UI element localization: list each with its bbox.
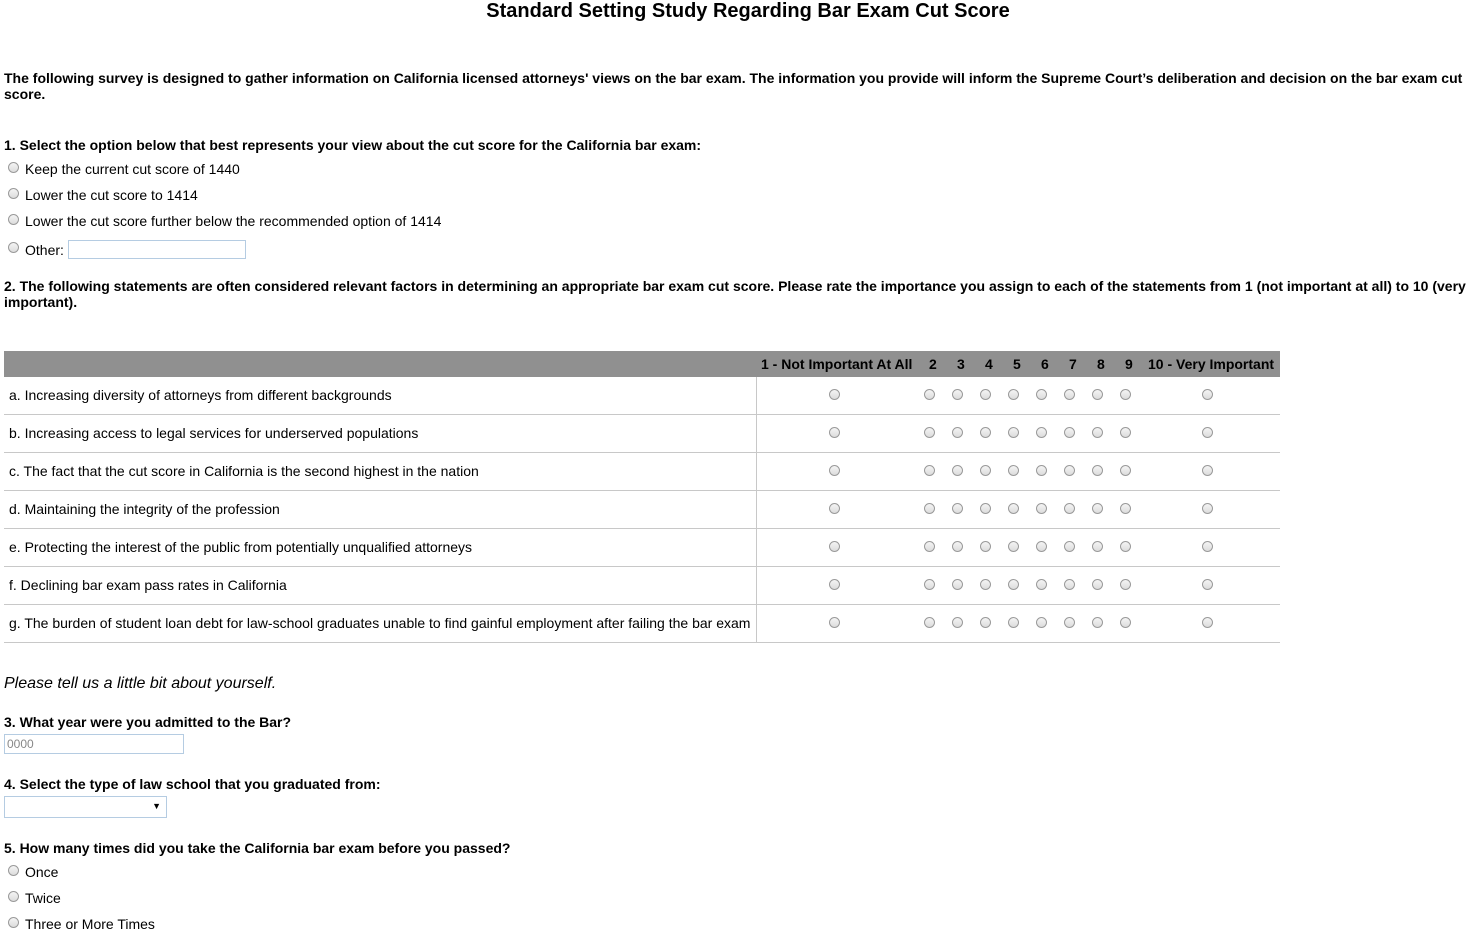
q1-option-lower-further[interactable] xyxy=(8,213,441,229)
radio-button[interactable] xyxy=(8,891,19,902)
rating-radio-2[interactable] xyxy=(924,541,935,552)
other-text-input[interactable] xyxy=(68,240,246,259)
statement-label: c. The fact that the cut score in California is the second highest in the nation xyxy=(9,463,479,479)
radio-button[interactable] xyxy=(8,214,19,225)
matrix-row xyxy=(4,491,1280,529)
matrix-rows xyxy=(4,377,1280,643)
question-4-label: 4. Select the type of law school that you graduated from: xyxy=(4,776,381,792)
scale-label: 8 xyxy=(1097,356,1105,372)
scale-label: 1 - Not Important At All xyxy=(761,356,913,372)
rating-radio-7[interactable] xyxy=(1064,617,1075,628)
rating-radio-6[interactable] xyxy=(1036,389,1047,400)
rating-radio-9[interactable] xyxy=(1120,465,1131,476)
matrix-row xyxy=(4,453,1280,491)
rating-radio-1[interactable] xyxy=(829,389,840,400)
radio-button[interactable] xyxy=(8,188,19,199)
rating-radio-7[interactable] xyxy=(1064,465,1075,476)
dropdown-arrow-icon: ▼ xyxy=(152,801,161,811)
rating-radio-6[interactable] xyxy=(1036,465,1047,476)
rating-radio-9[interactable] xyxy=(1120,389,1131,400)
option-label: Once xyxy=(25,864,59,880)
scale-label: 9 xyxy=(1125,356,1133,372)
law-school-type-select[interactable] xyxy=(4,796,167,818)
rating-radio-4[interactable] xyxy=(980,389,991,400)
rating-radio-2[interactable] xyxy=(924,427,935,438)
rating-radio-8[interactable] xyxy=(1092,503,1103,514)
rating-radio-7[interactable] xyxy=(1064,541,1075,552)
statement-label: a. Increasing diversity of attorneys from different backgrounds xyxy=(9,387,392,403)
option-label: Twice xyxy=(25,890,61,906)
rating-radio-1[interactable] xyxy=(829,617,840,628)
rating-matrix xyxy=(4,351,1280,643)
q1-option-lower[interactable] xyxy=(8,187,198,203)
scale-label: 2 xyxy=(929,356,937,372)
statement-label: d. Maintaining the integrity of the profession xyxy=(9,501,280,517)
rating-radio-10[interactable] xyxy=(1202,579,1213,590)
q5-option-once[interactable] xyxy=(8,864,58,880)
rating-radio-3[interactable] xyxy=(952,427,963,438)
matrix-row xyxy=(4,377,1280,415)
scale-label: 4 xyxy=(985,356,993,372)
scale-label: 7 xyxy=(1069,356,1077,372)
scale-label: 5 xyxy=(1013,356,1021,372)
option-label: Keep the current cut score of 1440 xyxy=(25,161,240,177)
option-label: Lower the cut score further below the recommended option of 1414 xyxy=(25,213,442,229)
rating-radio-2[interactable] xyxy=(924,579,935,590)
statement-label: e. Protecting the interest of the public from potentially unqualified attorneys xyxy=(9,539,473,555)
rating-radio-5[interactable] xyxy=(1008,541,1019,552)
column-divider xyxy=(756,491,757,528)
rating-radio-2[interactable] xyxy=(924,465,935,476)
rating-radio-7[interactable] xyxy=(1064,427,1075,438)
rating-radio-1[interactable] xyxy=(829,427,840,438)
rating-radio-3[interactable] xyxy=(952,541,963,552)
rating-radio-3[interactable] xyxy=(952,503,963,514)
column-divider xyxy=(756,453,757,490)
about-yourself-heading: Please tell us a little bit about yourself. xyxy=(4,675,277,692)
statement-label: f. Declining bar exam pass rates in California xyxy=(9,577,287,593)
rating-radio-9[interactable] xyxy=(1120,427,1131,438)
radio-button[interactable] xyxy=(8,242,19,253)
rating-radio-9[interactable] xyxy=(1120,617,1131,628)
rating-radio-6[interactable] xyxy=(1036,541,1047,552)
rating-radio-6[interactable] xyxy=(1036,427,1047,438)
q5-option-three-or-more[interactable] xyxy=(8,916,155,932)
rating-radio-5[interactable] xyxy=(1008,503,1019,514)
radio-button[interactable] xyxy=(8,162,19,173)
option-label: Other: xyxy=(25,241,64,258)
matrix-row xyxy=(4,415,1280,453)
statement-label: g. The burden of student loan debt for law-school graduates unable to find gainful employment after failing the bar exam xyxy=(9,615,751,631)
scale-label: 10 - Very Important xyxy=(1148,356,1275,372)
rating-radio-3[interactable] xyxy=(952,617,963,628)
column-divider xyxy=(756,567,757,604)
question-2-label: 2. The following statements are often considered relevant factors in determining an appropriate bar exam cut score. Please rate the importance you assign to each of the statements from 1 (not important at all) to 10 (very important). xyxy=(4,278,1466,310)
rating-radio-3[interactable] xyxy=(952,579,963,590)
rating-radio-6[interactable] xyxy=(1036,503,1047,514)
column-divider xyxy=(756,377,757,414)
rating-radio-3[interactable] xyxy=(952,389,963,400)
question-1-label: 1. Select the option below that best represents your view about the cut score for the California bar exam: xyxy=(4,137,702,153)
rating-radio-8[interactable] xyxy=(1092,579,1103,590)
rating-radio-7[interactable] xyxy=(1064,503,1075,514)
rating-radio-10[interactable] xyxy=(1202,389,1213,400)
rating-radio-2[interactable] xyxy=(924,389,935,400)
matrix-row xyxy=(4,567,1280,605)
option-label: Three or More Times xyxy=(25,916,155,932)
rating-radio-5[interactable] xyxy=(1008,389,1019,400)
column-divider xyxy=(756,529,757,566)
rating-radio-4[interactable] xyxy=(980,503,991,514)
rating-radio-1[interactable] xyxy=(829,579,840,590)
rating-radio-2[interactable] xyxy=(924,503,935,514)
rating-radio-10[interactable] xyxy=(1202,617,1213,628)
matrix-header xyxy=(4,351,1280,377)
rating-radio-9[interactable] xyxy=(1120,579,1131,590)
rating-radio-2[interactable] xyxy=(924,617,935,628)
intro-text: The following survey is designed to gather information on California licensed attorneys' views on the bar exam. The information you provide will inform the Supreme Court’s deliberation and decision on the bar exam cut score. xyxy=(4,70,1463,102)
q1-option-other[interactable] xyxy=(8,240,246,259)
rating-radio-1[interactable] xyxy=(829,541,840,552)
rating-radio-4[interactable] xyxy=(980,579,991,590)
rating-radio-9[interactable] xyxy=(1120,541,1131,552)
scale-label: 3 xyxy=(957,356,965,372)
scale-label: 6 xyxy=(1041,356,1049,372)
rating-radio-6[interactable] xyxy=(1036,617,1047,628)
rating-radio-9[interactable] xyxy=(1120,503,1131,514)
rating-radio-8[interactable] xyxy=(1092,427,1103,438)
rating-radio-7[interactable] xyxy=(1064,389,1075,400)
rating-radio-7[interactable] xyxy=(1064,579,1075,590)
question-5-label: 5. How many times did you take the California bar exam before you passed? xyxy=(4,840,511,856)
rating-radio-10[interactable] xyxy=(1202,503,1213,514)
rating-radio-3[interactable] xyxy=(952,465,963,476)
rating-radio-5[interactable] xyxy=(1008,617,1019,628)
rating-radio-4[interactable] xyxy=(980,617,991,628)
rating-radio-5[interactable] xyxy=(1008,427,1019,438)
radio-button[interactable] xyxy=(8,865,19,876)
option-label: Lower the cut score to 1414 xyxy=(25,187,198,203)
rating-radio-1[interactable] xyxy=(829,503,840,514)
rating-radio-4[interactable] xyxy=(980,427,991,438)
matrix-row xyxy=(4,529,1280,567)
rating-radio-5[interactable] xyxy=(1008,465,1019,476)
rating-radio-5[interactable] xyxy=(1008,579,1019,590)
matrix-row xyxy=(4,605,1280,643)
rating-radio-4[interactable] xyxy=(980,465,991,476)
rating-radio-10[interactable] xyxy=(1202,427,1213,438)
rating-radio-8[interactable] xyxy=(1092,541,1103,552)
rating-radio-6[interactable] xyxy=(1036,579,1047,590)
rating-radio-8[interactable] xyxy=(1092,465,1103,476)
rating-radio-10[interactable] xyxy=(1202,465,1213,476)
rating-radio-8[interactable] xyxy=(1092,617,1103,628)
column-divider xyxy=(756,605,757,642)
rating-radio-8[interactable] xyxy=(1092,389,1103,400)
year-admitted-input[interactable]: 0000 xyxy=(4,734,184,754)
statement-label: b. Increasing access to legal services for underserved populations xyxy=(9,425,419,441)
q5-option-twice[interactable] xyxy=(8,890,61,906)
rating-radio-4[interactable] xyxy=(980,541,991,552)
rating-radio-1[interactable] xyxy=(829,465,840,476)
page-title: Standard Setting Study Regarding Bar Exam Cut Score xyxy=(486,0,1010,22)
radio-button[interactable] xyxy=(8,917,19,928)
question-3-label: 3. What year were you admitted to the Bar? xyxy=(4,714,292,730)
rating-radio-10[interactable] xyxy=(1202,541,1213,552)
column-divider xyxy=(756,415,757,452)
q1-option-keep[interactable] xyxy=(8,161,240,177)
